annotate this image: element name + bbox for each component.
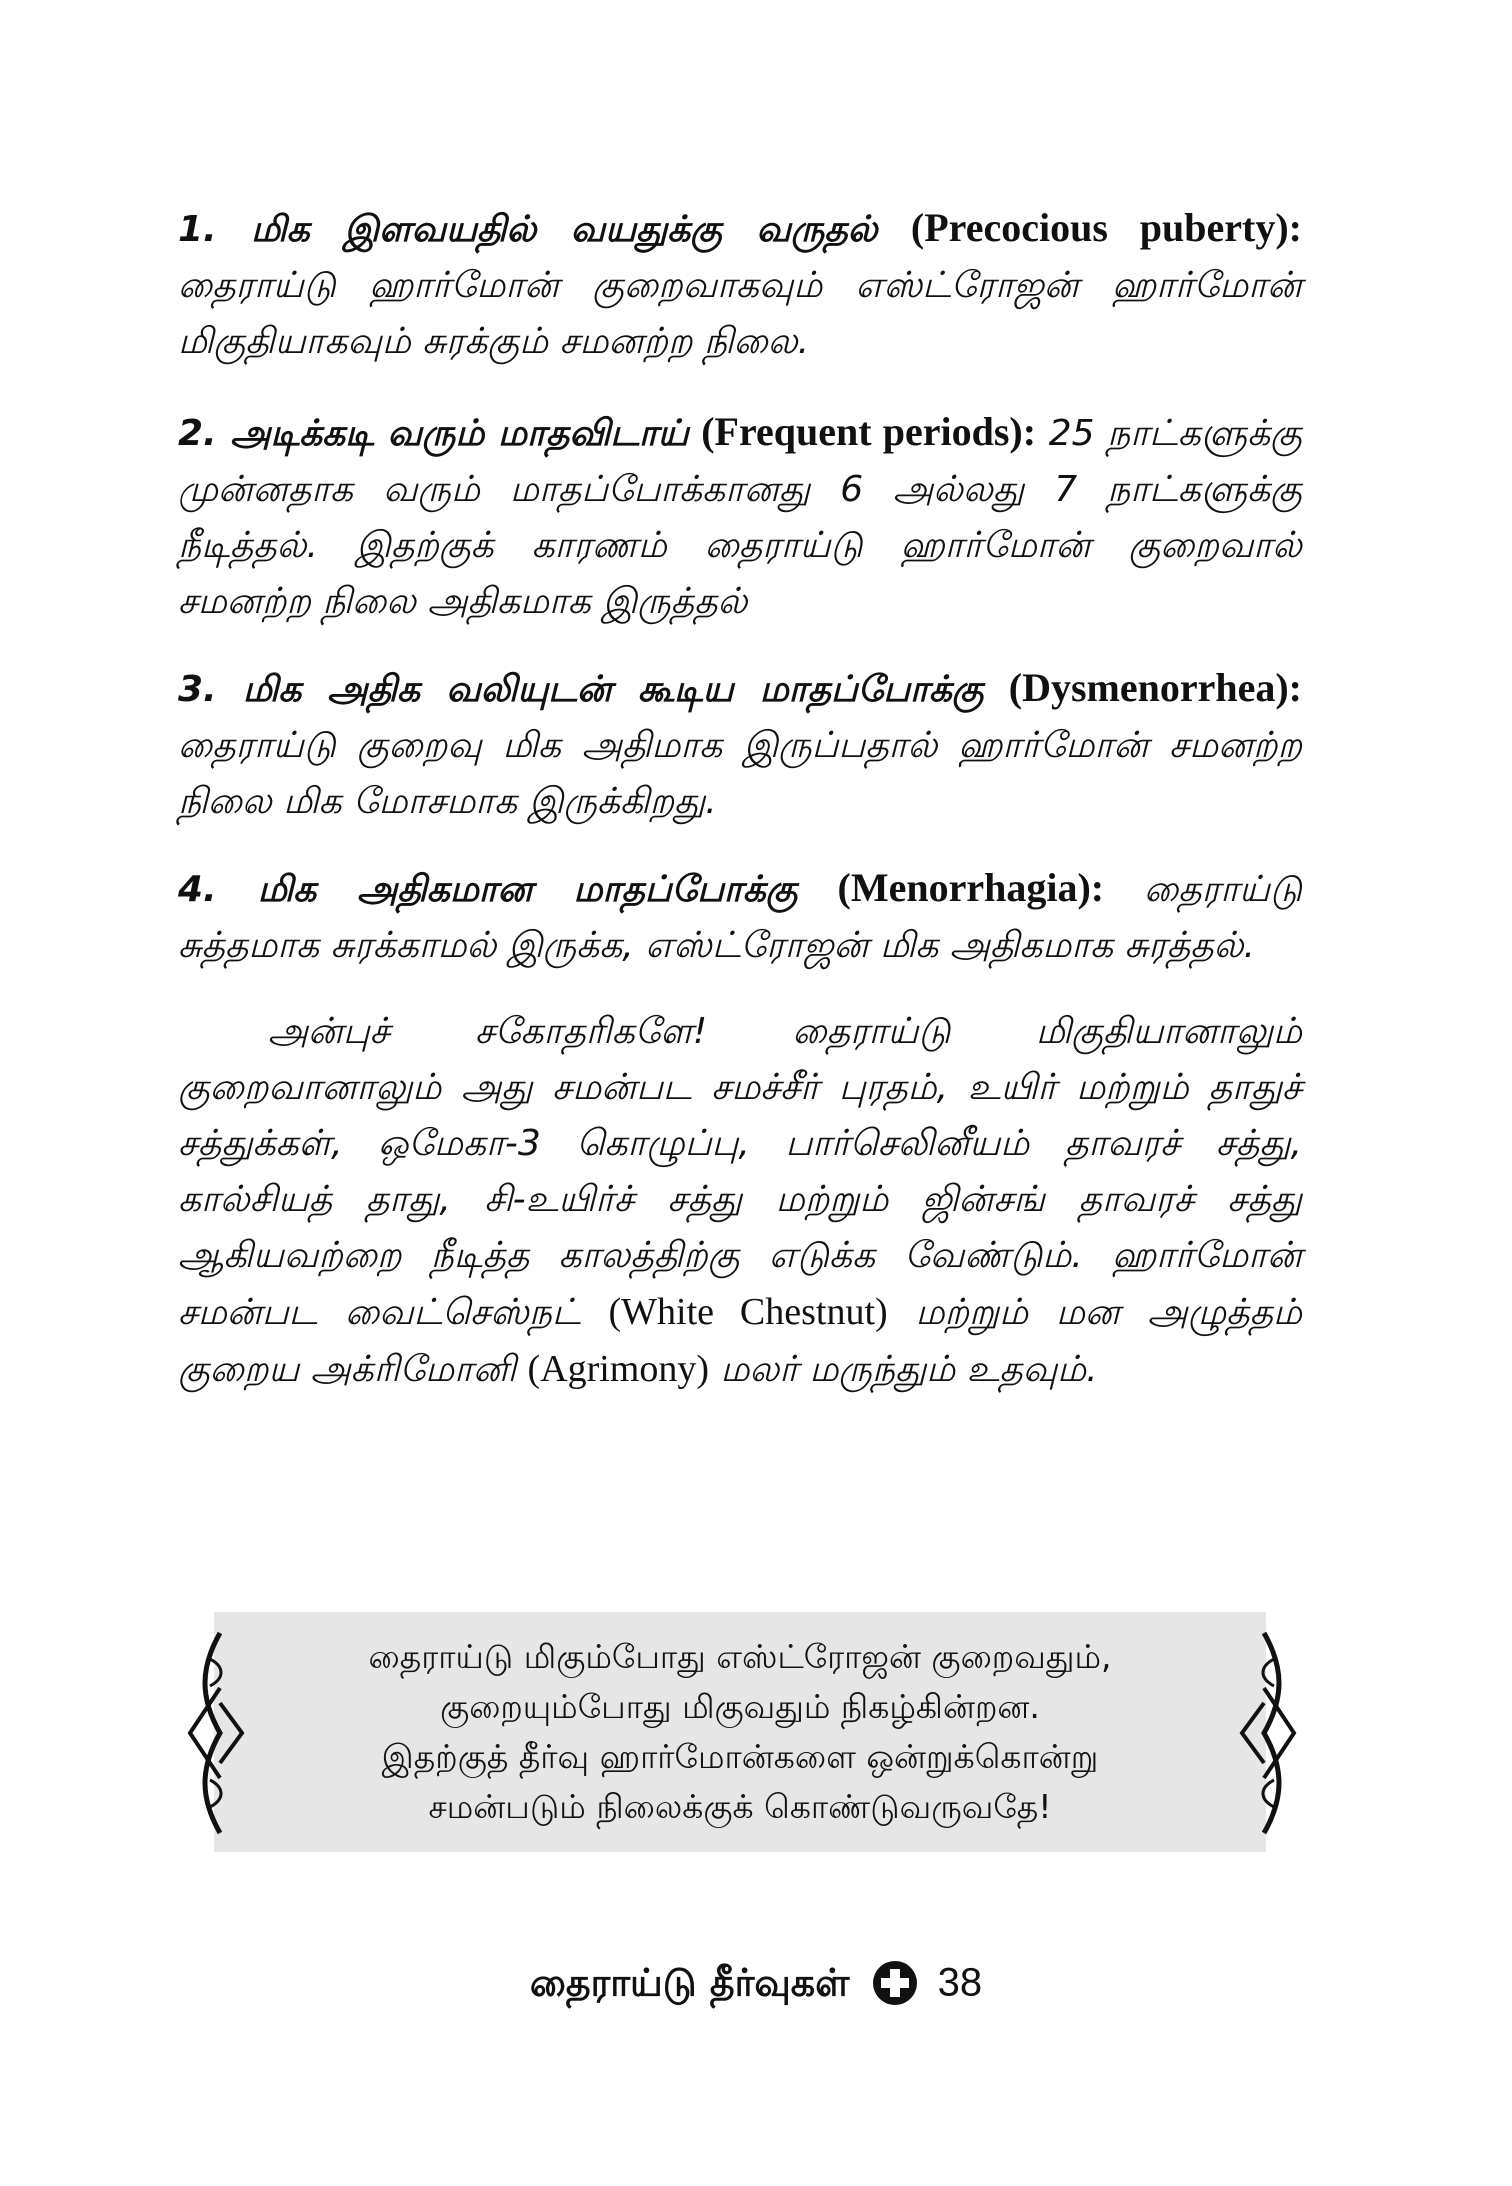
- list-item-1: [178, 200, 1302, 370]
- callout-line: தைராய்டு மிகும்போது எஸ்ட்ரோஜன் குறைவதும்,: [368, 1637, 1112, 1676]
- book-title: தைராய்டு தீர்வுகள்: [529, 1960, 850, 2005]
- item-2-english-term: (Frequent periods):: [701, 409, 1037, 454]
- callout-box: [214, 1612, 1266, 1852]
- list-item-2: [178, 404, 1302, 630]
- item-1-english-term: (Precocious puberty):: [910, 205, 1302, 250]
- closing-english-1: (White Chestnut): [608, 1291, 888, 1333]
- list-item-3: [178, 660, 1302, 830]
- main-content: [178, 200, 1302, 1428]
- page-number: 38: [937, 1960, 983, 2005]
- closing-part-2: மற்றும் மன அழுத்தம் குறைய அக்ரிமோனி: [178, 1292, 1303, 1390]
- item-1-heading: 1. மிக இளவயதில் வயதுக்கு வருதல்: [178, 209, 878, 250]
- item-1-body: தைராய்டு ஹார்மோன் குறைவாகவும் எஸ்ட்ரோஜன் ஹார்மோன் மிகுதியாகவும் சுரக்கும் சமனற்ற நிலை.: [178, 265, 1302, 362]
- item-3-body: தைராய்டு குறைவு மிக அதிமாக இருப்பதால் ஹார்மோன் சமனற்ற நிலை மிக மோசமாக இருக்கிறது.: [178, 725, 1302, 822]
- right-ornament-icon: [1224, 1628, 1304, 1838]
- closing-english-2: (Agrimony): [527, 1348, 709, 1390]
- item-3-english-term: (Dysmenorrhea):: [1008, 665, 1302, 710]
- closing-paragraph: [178, 1004, 1302, 1398]
- callout-line: குறையும்போது மிகுவதும் நிகழ்கின்றன.: [440, 1687, 1040, 1726]
- page-footer: [0, 1950, 1512, 2013]
- callout-text: [324, 1632, 1156, 1832]
- item-4-heading: 4. மிக அதிகமான மாதப்போக்கு: [178, 869, 798, 910]
- plus-circle-icon: [872, 1960, 918, 2006]
- item-3-heading: 3. மிக அதிக வலியுடன் கூடிய மாதப்போக்கு: [178, 669, 984, 710]
- item-2-body: 25 நாட்களுக்கு முன்னதாக வரும் மாதப்போக்கானது 6 அல்லது 7 நாட்களுக்கு நீடித்தல். இதற்குக் காரணம் தைராய்டு ஹார்மோன் குறைவால் சமனற்ற நிலை அதிகமாக இருத்தல்: [178, 413, 1302, 622]
- item-2-heading: 2. அடிக்கடி வரும் மாதவிடாய்: [178, 413, 689, 454]
- callout-line: இதற்குத் தீர்வு ஹார்மோன்களை ஒன்றுக்கொன்று: [381, 1737, 1099, 1776]
- callout-line: சமன்படும் நிலைக்குக் கொண்டுவருவதே!: [428, 1787, 1052, 1826]
- closing-part-1: அன்புச் சகோதரிகளே! தைராய்டு மிகுதியானாலும் குறைவானாலும் அது சமன்பட சமச்சீர் புரதம், உயிர் மற்றும் தாதுச் சத்துக்கள், ஒமேகா-3 கொழுப்பு, பார்செலினீயம் தாவரச் சத்து, கால்சியத் தாது, சி-உயிர்ச் சத்து மற்றும் ஜின்சங் தாவரச் சத்து ஆகியவற்றை நீடித்த காலத்திற்கு எடுக்க வேண்டும். ஹார்மோன் சமன்பட வைட்செஸ்நட்: [178, 1011, 1302, 1333]
- item-4-body: தைராய்டு சுத்தமாக சுரக்காமல் இருக்க, எஸ்ட்ரோஜன் மிக அதிகமாக சுரத்தல்.: [178, 869, 1302, 966]
- left-ornament-icon: [180, 1628, 260, 1838]
- item-4-english-term: (Menorrhagia):: [837, 865, 1105, 910]
- list-item-4: [178, 860, 1302, 974]
- closing-part-3: மலர் மருந்தும் உதவும்.: [720, 1349, 1098, 1390]
